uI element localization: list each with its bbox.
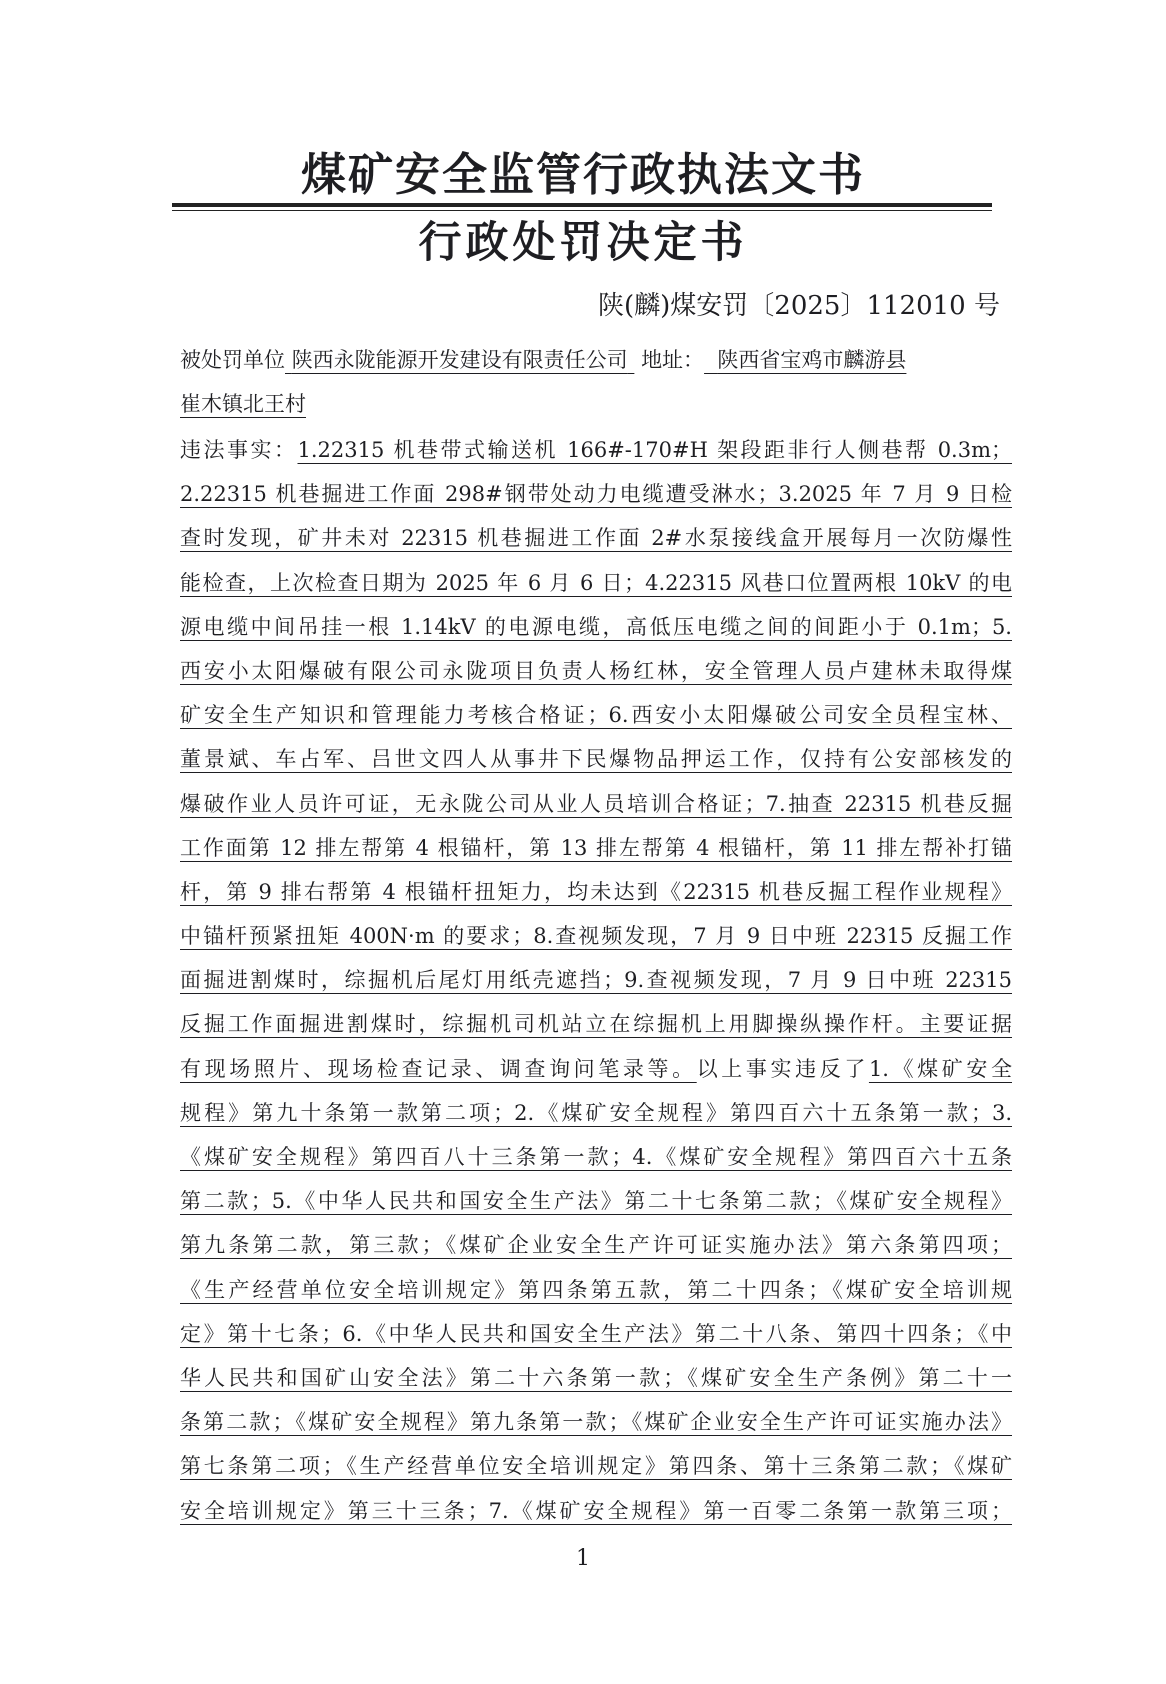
title-divider-thin <box>172 210 992 211</box>
violation-line: 规程》第九十条第一款第二项；2.《煤矿安全规程》第四百六十五条第一款；3. <box>180 1100 1012 1125</box>
facts-line: 矿安全生产知识和管理能力考核合格证；6.西安小太阳爆破公司安全员程宝林、 <box>180 703 1012 728</box>
address-line-1: 陕西省宝鸡市麟游县 <box>717 348 907 372</box>
address-label: 地址： <box>641 348 705 372</box>
violation-line: 定》第十七条；6.《中华人民共和国安全生产法》第二十八条、第四十四条；《中 <box>180 1321 1012 1346</box>
violation-facts-section <box>180 428 1012 1533</box>
violation-line: 条第二款；《煤矿安全规程》第九条第一款；《煤矿企业安全生产许可证实施办法》 <box>180 1410 1012 1435</box>
document-title: 煤矿安全监管行政执法文书 <box>300 148 865 201</box>
violation-label: 以上事实违反了 <box>696 1056 869 1081</box>
facts-first-text: 1.22315 机巷带式输送机 166#-170#H 架段距非行人侧巷帮 0.3m； <box>297 438 1012 462</box>
violation-line: 第七条第二项；《生产经营单位安全培训规定》第四条、第十三条第二款；《煤矿 <box>180 1454 1012 1479</box>
facts-first-line <box>180 428 1012 472</box>
violation-line: 《煤矿安全规程》第四百八十三条第一款；4.《煤矿安全规程》第四百六十五条 <box>180 1145 1012 1169</box>
facts-line: 面掘进割煤时，综掘机后尾灯用纸壳遮挡；9.查视频发现，7 月 9 日中班 22315 <box>180 968 1012 993</box>
document-number: 陕(麟)煤安罚〔2025〕112010 号 <box>598 291 1000 321</box>
facts-line: 爆破作业人员许可证，无永陇公司从业人员培训合格证；7.抽查 22315 机巷反掘 <box>180 791 1012 816</box>
party-label: 被处罚单位 <box>180 348 285 372</box>
party-name: 陕西永陇能源开发建设有限责任公司 <box>291 348 628 372</box>
title-divider-thick <box>172 203 992 207</box>
facts-line: 反掘工作面掘进割煤时，综掘机司机站立在综掘机上用脚操纵操作杆。主要证据 <box>180 1012 1012 1037</box>
facts-line: 源电缆中间吊挂一根 1.14kV 的电源电缆，高低压电缆之间的间距小于 0.1m；5. <box>180 614 1012 639</box>
facts-line: 中锚杆预紧扭矩 400N·m 的要求；8.查视频发现，7 月 9 日中班 22315 反掘工作 <box>180 924 1012 949</box>
violation-line: 第二款；5.《中华人民共和国安全生产法》第二十七条第二款；《煤矿安全规程》 <box>180 1189 1012 1214</box>
party-line-2 <box>180 382 1002 426</box>
facts-label: 违法事实： <box>180 438 298 462</box>
violation-line: 第九条第二款，第三款；《煤矿企业安全生产许可证实施办法》第六条第四项； <box>180 1233 1012 1258</box>
facts-line: 2.22315 机巷掘进工作面 298#钢带处动力电缆遭受淋水；3.2025 年 7 月 9 日检 <box>180 482 1012 507</box>
violation-first: 1.《煤矿安全 <box>868 1056 1012 1081</box>
violation-line: 华人民共和国矿山安全法》第二十六条第一款；《煤矿安全生产条例》第二十一 <box>180 1365 1012 1390</box>
facts-line: 董景斌、车占军、吕世文四人从事井下民爆物品押运工作，仅持有公安部核发的 <box>180 747 1012 772</box>
facts-line: 能检查，上次检查日期为 2025 年 6 月 6 日；4.22315 风巷口位置两根 10kV 的电 <box>180 570 1012 595</box>
facts-line: 西安小太阳爆破有限公司永陇项目负责人杨红林，安全管理人员卢建林未取得煤 <box>180 658 1012 683</box>
document-subtitle: 行政处罚决定书 <box>418 218 748 268</box>
address-line-2: 崔木镇北王村 <box>180 392 306 416</box>
penalized-party-section <box>180 338 1002 426</box>
facts-line: 查时发现，矿井未对 22315 机巷掘进工作面 2#水泵接线盒开展每月一次防爆性 <box>180 526 1012 551</box>
violation-line: 《生产经营单位安全培训规定》第四条第五款，第二十四条；《煤矿安全培训规 <box>180 1277 1012 1302</box>
facts-line: 杆，第 9 排右帮第 4 根锚杆扭矩力，均未达到《22315 机巷反掘工程作业规程》 <box>180 879 1012 904</box>
evidence-text: 有现场照片、现场检查记录、调查询问笔录等。 <box>180 1056 697 1081</box>
page-number: 1 <box>576 1546 590 1571</box>
evidence-line <box>180 1047 1012 1091</box>
party-line-1 <box>180 338 1002 382</box>
violation-line: 安全培训规定》第三十三条；7.《煤矿安全规程》第一百零二条第一款第三项； <box>180 1498 1012 1523</box>
facts-line: 工作面第 12 排左帮第 4 根锚杆，第 13 排左帮第 4 根锚杆，第 11 排左帮补打锚 <box>180 835 1012 860</box>
